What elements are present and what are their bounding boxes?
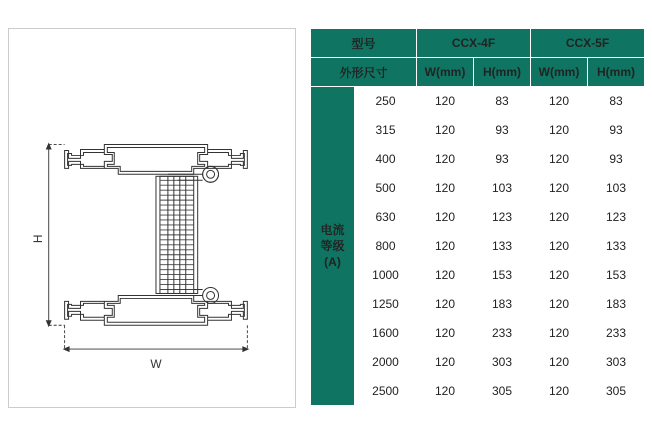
header-ccx5f-height: H(mm) [588,58,645,87]
header-size-label: 外形尺寸 [311,58,417,87]
cell-ccx5f-w: 120 [531,290,588,319]
table-header-row-dimensions [311,58,645,87]
cell-ccx4f-h: 153 [474,261,531,290]
cell-ccx4f-h: 133 [474,232,531,261]
cell-ccx5f-h: 93 [588,116,645,145]
busbar-cross-section-drawing [9,29,295,407]
cell-ccx4f-w: 120 [417,203,474,232]
cell-current: 1600 [355,319,417,348]
width-dimension-label: W [150,356,162,371]
table-row [311,87,645,116]
table-row [311,203,645,232]
conductor-hatching [160,180,194,289]
cell-ccx4f-w: 120 [417,319,474,348]
table-header-row-models [311,29,645,58]
height-dimension [46,143,65,328]
cell-ccx5f-w: 120 [531,261,588,290]
cell-ccx5f-h: 93 [588,145,645,174]
table-row [311,232,645,261]
cell-ccx5f-h: 103 [588,174,645,203]
cell-ccx5f-w: 120 [531,377,588,406]
cell-current: 500 [355,174,417,203]
cell-ccx4f-w: 120 [417,348,474,377]
side-label-line-2: 等级 [320,238,345,253]
cell-ccx4f-w: 120 [417,232,474,261]
cell-ccx5f-w: 120 [531,145,588,174]
cell-ccx5f-w: 120 [531,319,588,348]
cell-ccx4f-w: 120 [417,116,474,145]
cell-ccx4f-h: 303 [474,348,531,377]
cell-current: 315 [355,116,417,145]
cell-ccx4f-h: 233 [474,319,531,348]
table-row [311,348,645,377]
side-label-line-3: (A) [324,255,341,270]
side-label-current-rating [311,87,355,406]
table-row [311,145,645,174]
side-label-line-1: 电流 [320,222,345,237]
cell-ccx5f-h: 83 [588,87,645,116]
bottom-housing-profile [65,295,248,325]
header-ccx5f-width: W(mm) [531,58,588,87]
cell-ccx5f-w: 120 [531,116,588,145]
cell-ccx5f-h: 305 [588,377,645,406]
cell-ccx4f-w: 120 [417,377,474,406]
header-ccx4f-height: H(mm) [474,58,531,87]
table-row [311,319,645,348]
cell-ccx4f-w: 120 [417,145,474,174]
cell-ccx5f-h: 153 [588,261,645,290]
cell-ccx5f-w: 120 [531,348,588,377]
cell-ccx4f-w: 120 [417,261,474,290]
cell-ccx5f-w: 120 [531,203,588,232]
cell-ccx5f-w: 120 [531,232,588,261]
cell-ccx5f-h: 233 [588,319,645,348]
header-ccx4f-width: W(mm) [417,58,474,87]
cell-ccx5f-h: 183 [588,290,645,319]
cell-current: 630 [355,203,417,232]
top-housing-profile [65,145,248,175]
width-dimension [63,325,250,352]
cell-ccx5f-w: 120 [531,87,588,116]
diagram-panel [8,28,296,408]
specification-table [310,28,645,406]
table-header [311,29,645,87]
header-model-ccx5f: CCX-5F [531,29,645,58]
cell-ccx4f-h: 103 [474,174,531,203]
cell-current: 1250 [355,290,417,319]
header-model-label: 型号 [311,29,417,58]
table-row [311,377,645,406]
header-model-ccx4f: CCX-4F [417,29,531,58]
cell-ccx4f-h: 93 [474,116,531,145]
cell-ccx4f-h: 93 [474,145,531,174]
table-row [311,116,645,145]
cell-ccx4f-h: 123 [474,203,531,232]
cell-ccx5f-h: 303 [588,348,645,377]
cell-ccx4f-w: 120 [417,290,474,319]
cell-ccx5f-h: 133 [588,232,645,261]
specification-table-wrapper [310,28,644,406]
table-row [311,290,645,319]
cell-current: 2000 [355,348,417,377]
table-row [311,261,645,290]
cell-ccx4f-h: 83 [474,87,531,116]
cell-ccx5f-h: 123 [588,203,645,232]
cell-current: 250 [355,87,417,116]
cell-ccx4f-h: 305 [474,377,531,406]
cell-current: 2500 [355,377,417,406]
cell-current: 800 [355,232,417,261]
cell-ccx5f-w: 120 [531,174,588,203]
cell-current: 1000 [355,261,417,290]
cell-current: 400 [355,145,417,174]
cell-ccx4f-w: 120 [417,174,474,203]
cell-ccx4f-h: 183 [474,290,531,319]
table-body [311,87,645,406]
table-row [311,174,645,203]
height-dimension-label: H [30,234,45,244]
cell-ccx4f-w: 120 [417,87,474,116]
